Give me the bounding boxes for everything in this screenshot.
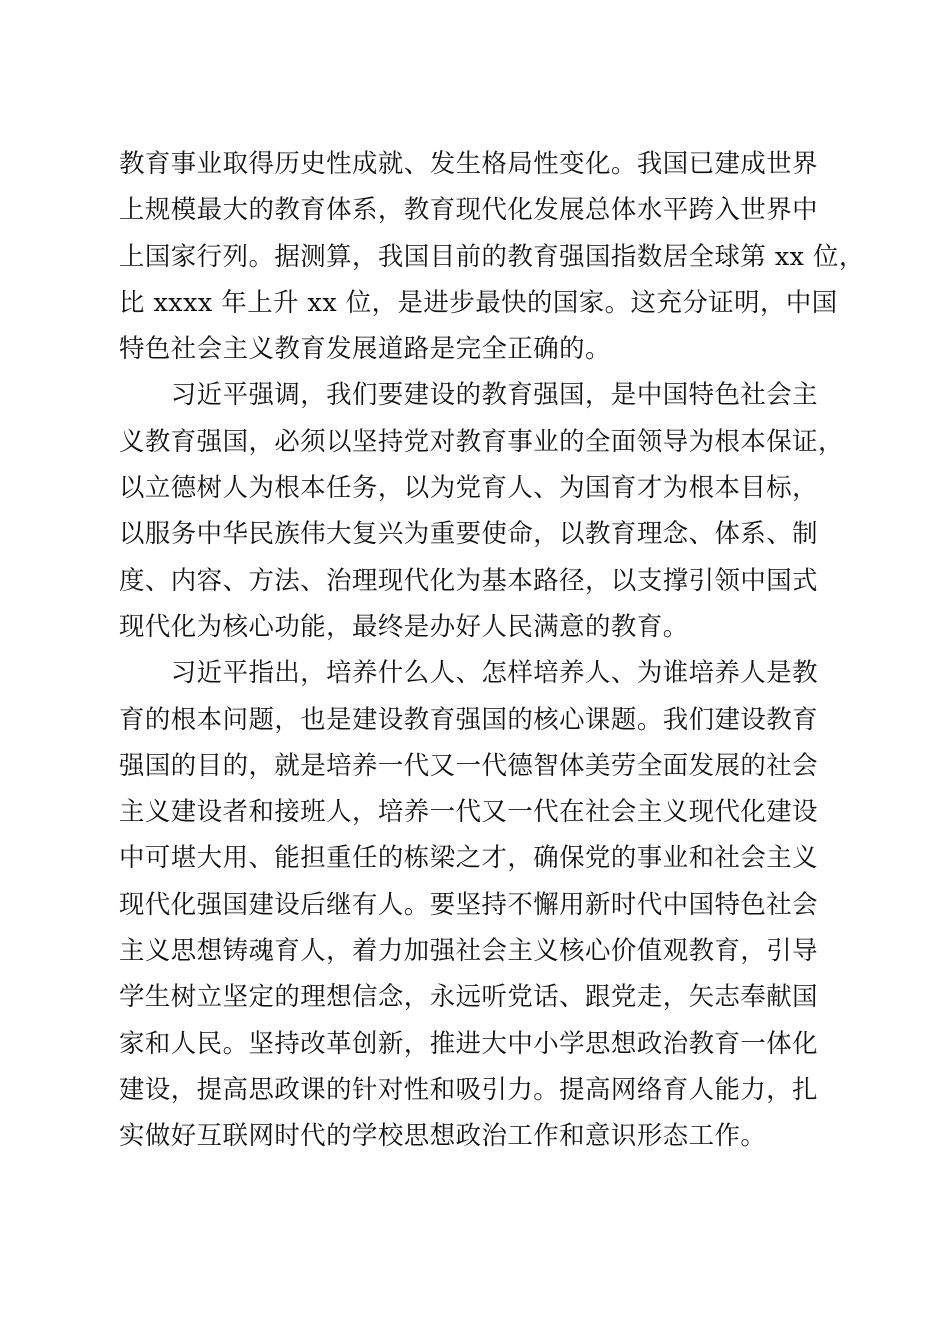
text-line: 上国家行列。据测算，我国目前的教育强国指数居全球第 xx 位， bbox=[119, 240, 865, 271]
text-line: 义教育强国，必须以坚持党对教育事业的全面领导为根本保证， bbox=[119, 425, 844, 456]
text-line: 比 xxxx 年上升 xx 位，是进步最快的国家。这充分证明，中国 bbox=[119, 286, 838, 317]
text-line: 特色社会主义教育发展道路是完全正确的。 bbox=[119, 333, 611, 364]
text-line: 现代化为核心功能，最终是办好人民满意的教育。 bbox=[119, 610, 689, 641]
text-line: 建设，提高思政课的针对性和吸引力。提高网络育人能力，扎 bbox=[119, 1073, 819, 1104]
text-line: 习近平强调，我们要建设的教育强国，是中国特色社会主 bbox=[119, 379, 819, 410]
text-line: 度、内容、方法、治理现代化为基本路径，以支撑引领中国式 bbox=[119, 564, 819, 595]
text-line: 以立德树人为根本任务，以为党育人、为国育才为根本目标， bbox=[119, 472, 819, 503]
text-line: 中可堪大用、能担重任的栋梁之才，确保党的事业和社会主义 bbox=[119, 842, 819, 873]
text-line: 教育事业取得历史性成就、发生格局性变化。我国已建成世界 bbox=[119, 148, 819, 178]
paragraph-1 bbox=[119, 140, 865, 371]
text-line: 强国的目的，就是培养一代又一代德智体美劳全面发展的社会 bbox=[119, 749, 819, 780]
text-line: 育的根本问题，也是建设教育强国的核心课题。我们建设教育 bbox=[119, 703, 819, 734]
body-text bbox=[119, 140, 865, 1159]
paragraph-2 bbox=[119, 371, 844, 649]
text-line: 实做好互联网时代的学校思想政治工作和意识形态工作。 bbox=[119, 1120, 767, 1151]
text-line: 以服务中华民族伟大复兴为重要使命，以教育理念、体系、制 bbox=[119, 518, 819, 549]
text-line: 主义思想铸魂育人，着力加强社会主义核心价值观教育，引导 bbox=[119, 935, 819, 966]
paragraph-3 bbox=[119, 649, 831, 1158]
text-line: 学生树立坚定的理想信念，永远听党话、跟党走，矢志奉献国 bbox=[119, 981, 819, 1012]
text-line: 现代化强国建设后继有人。要坚持不懈用新时代中国特色社会 bbox=[119, 888, 819, 919]
text-line: 习近平指出，培养什么人、怎样培养人、为谁培养人是教 bbox=[119, 657, 819, 688]
text-line: 主义建设者和接班人，培养一代又一代在社会主义现代化建设 bbox=[119, 796, 819, 827]
text-line: 家和人民。坚持改革创新，推进大中小学思想政治教育一体化 bbox=[119, 1027, 819, 1058]
text-line: 上规模最大的教育体系，教育现代化发展总体水平跨入世界中 bbox=[119, 194, 819, 225]
